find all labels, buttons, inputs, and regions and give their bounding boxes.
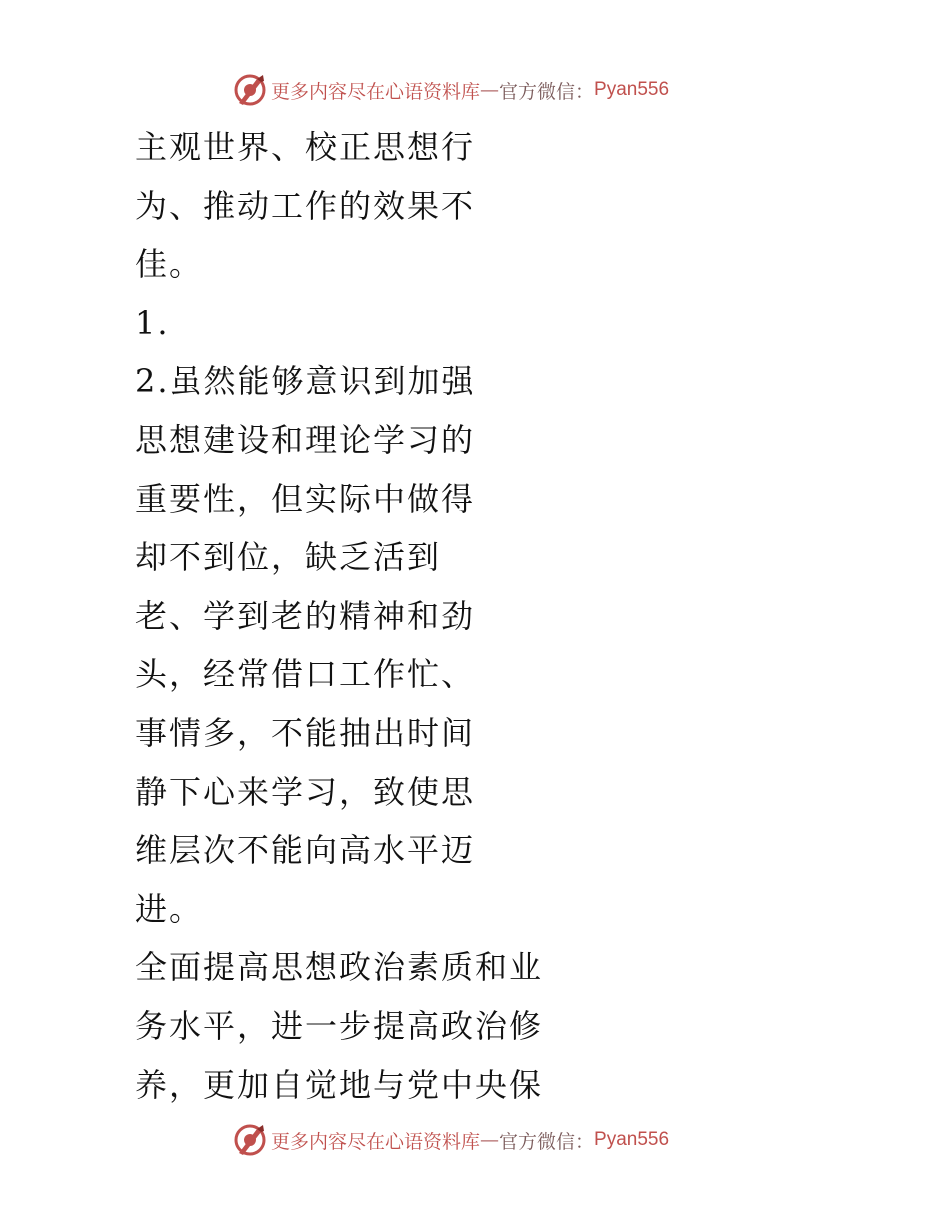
text-line: 事情多，不能抽出时间: [135, 713, 476, 752]
text-line: 重要性，但实际中做得: [135, 479, 476, 518]
text-line: 1.: [135, 303, 170, 342]
text-line: 2.虽然能够意识到加强: [135, 362, 476, 401]
text-line: 静下心来学习，致使思: [135, 772, 476, 811]
watermark-contact-label: 官方微信：: [499, 80, 595, 103]
watermark-brand-text: 更多内容尽在心语资料库: [271, 80, 481, 103]
text-line: 务水平，进一步提高政治修: [135, 1006, 544, 1045]
text-line: 进。: [135, 889, 204, 928]
text-line: 为、推动工作的效果不: [135, 186, 476, 225]
text-line: 维层次不能向高水平迈: [135, 831, 476, 870]
watermark-separator: —: [480, 1129, 500, 1151]
watermark-separator: —: [480, 79, 500, 101]
text-line: 头，经常借口工作忙、: [135, 655, 476, 694]
document-body: [135, 118, 835, 1114]
pen-logo-icon: [233, 73, 267, 107]
footer-watermark: [233, 1122, 669, 1158]
text-line: 老、学到老的精神和劲: [135, 596, 476, 635]
text-line: 主观世界、校正思想行: [135, 128, 476, 166]
watermark-contact-label: 官方微信：: [499, 1130, 595, 1153]
watermark-brand-text: 更多内容尽在心语资料库: [271, 1130, 481, 1153]
text-line: 养，更加自觉地与党中央保: [135, 1065, 544, 1104]
watermark-contact-handle: Pyan556: [594, 1129, 670, 1150]
header-watermark: [233, 72, 669, 108]
watermark-contact-handle: Pyan556: [594, 79, 670, 100]
text-line: 佳。: [135, 245, 204, 284]
pen-logo-icon: [233, 1123, 267, 1157]
text-line: 却不到位，缺乏活到: [135, 538, 442, 577]
text-line: 全面提高思想政治素质和业: [135, 948, 544, 987]
text-line: 思想建设和理论学习的: [135, 420, 476, 459]
